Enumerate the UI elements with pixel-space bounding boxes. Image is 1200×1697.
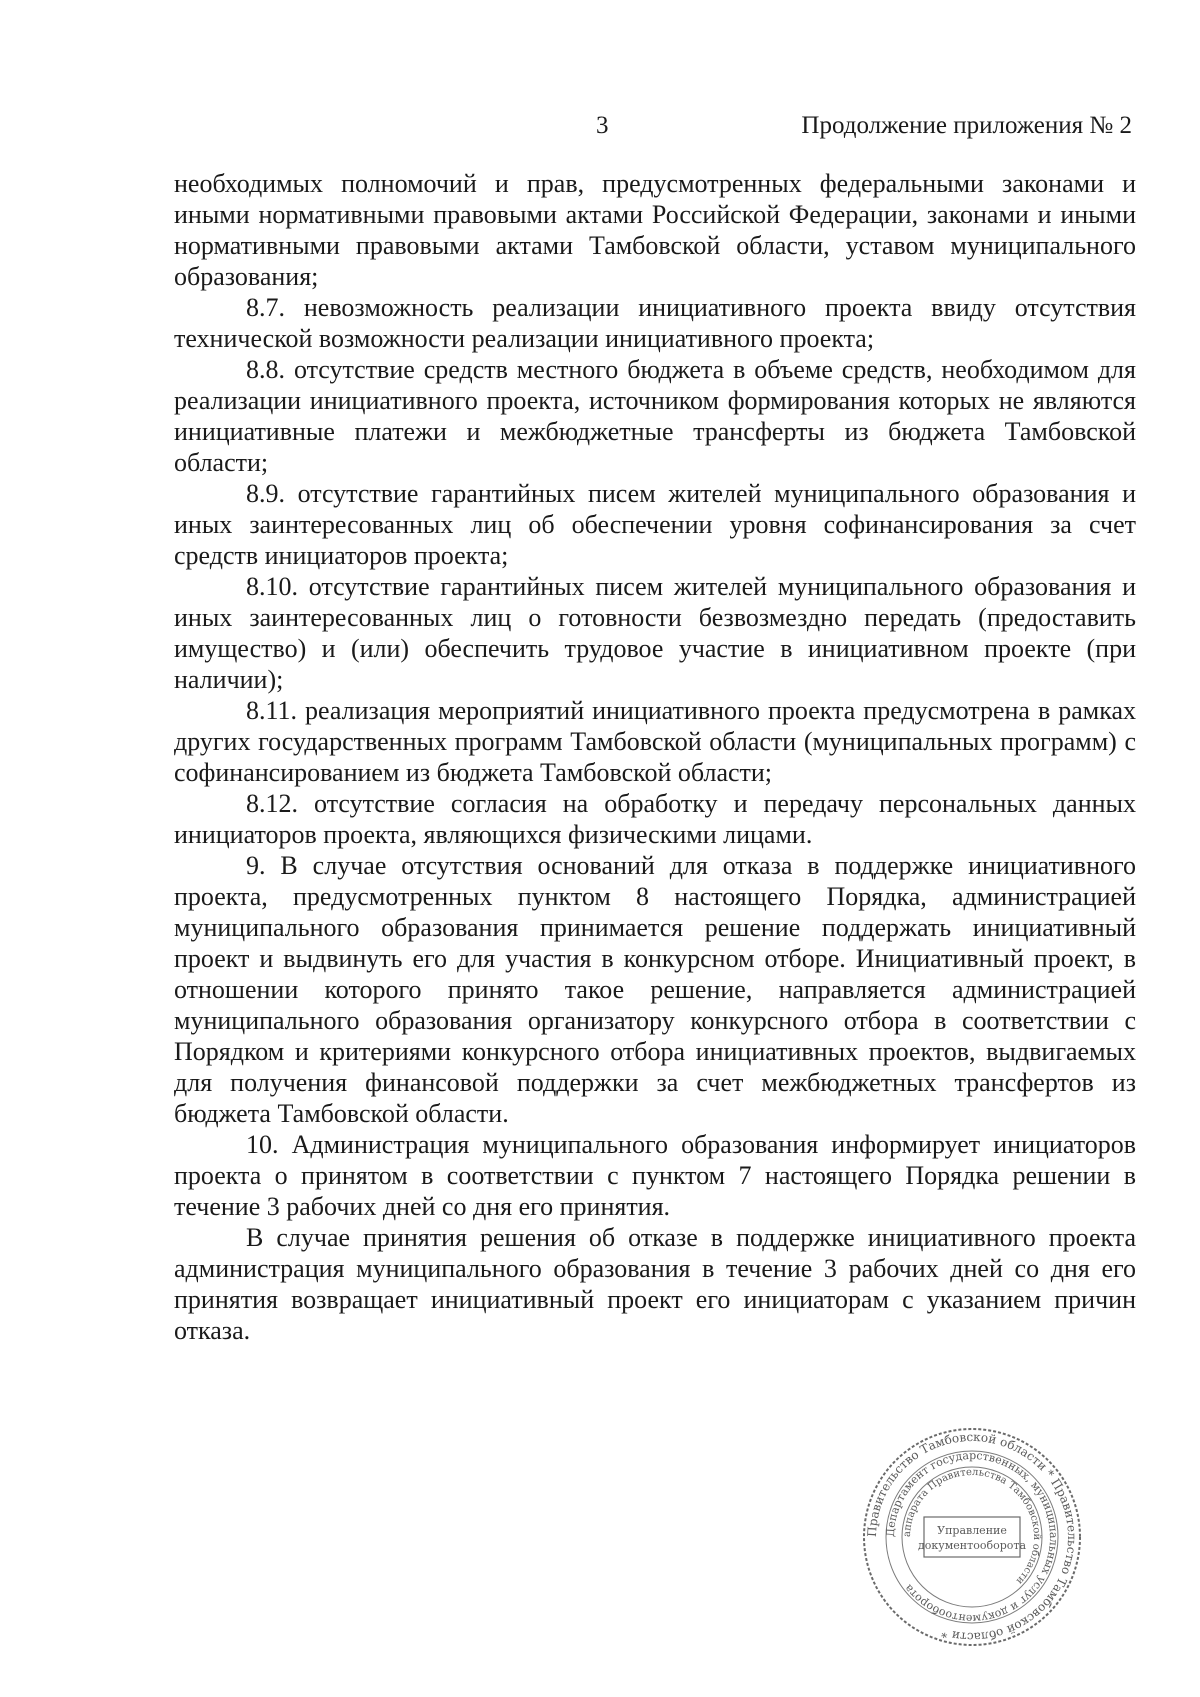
seal-middle-ring-text: Департамент государственных, муниципальных услуг и документооборота — [883, 1448, 1061, 1626]
paragraph-continuation: необходимых полномочий и прав, предусмотренных федеральными законами и иными нормативными правовыми актами Российской Федерации, законами и иными нормативными правовыми актами Тамбовской области, уставом муниципального образования; — [174, 169, 1136, 291]
paragraph-9: 9. В случае отсутствия оснований для отказа в поддержке инициативного проекта, предусмотренных пунктом 8 настоящего Порядка, администрацией муниципального образования принимается решение поддержать инициативный проект и выдвинуть его для участия в конкурсном отборе. Инициативный проект, в отношении которого принято такое решение, направляется администрацией муниципального образования организатору конкурсного отбора в соответствии с Порядком и критериями конкурсного отбора инициативных проектов, выдвигаемых для получения финансовой поддержки за счет межбюджетных трансфертов из бюджета Тамбовской области. — [174, 851, 1136, 1128]
seal-center-line-1: Управление — [937, 1524, 1007, 1537]
appendix-continuation-note: Продолжение приложения № 2 — [801, 112, 1132, 139]
paragraph-8-9: 8.9. отсутствие гарантийных писем жителей муниципального образования и иных заинтересованных лиц об обеспечении уровня софинансирования за счет средств инициаторов проекта; — [174, 479, 1136, 570]
paragraph-refusal: В случае принятия решения об отказе в поддержке инициативного проекта администрация муниципального образования в течение 3 рабочих дней со дня его принятия возвращает инициативный проект его инициаторам с указанием причин отказа. — [174, 1223, 1136, 1345]
document-body — [174, 168, 1136, 1346]
seal-inner-ring-text: аппарата Правительства Тамбовской области — [901, 1466, 1043, 1587]
seal-graphic — [860, 1425, 1084, 1649]
paragraph-8-11: 8.11. реализация мероприятий инициативного проекта предусмотрена в рамках других государственных программ Тамбовской области (муниципальных программ) с софинансированием из бюджета Тамбовской области; — [174, 696, 1136, 787]
page-number: 3 — [596, 112, 609, 139]
seal-center-line-2: документооборота — [917, 1539, 1027, 1552]
seal-outer-ring-text: Правительство Тамбовской области * Правительство Тамбовской области * — [864, 1429, 1080, 1645]
paragraph-8-7: 8.7. невозможность реализации инициативного проекта ввиду отсутствия технической возможности реализации инициативного проекта; — [174, 293, 1136, 353]
paragraph-8-10: 8.10. отсутствие гарантийных писем жителей муниципального образования и иных заинтересованных лиц о готовности безвозмездно передать (предоставить имущество) и (или) обеспечить трудовое участие в инициативном проекте (при наличии); — [174, 572, 1136, 694]
paragraph-8-8: 8.8. отсутствие средств местного бюджета в объеме средств, необходимом для реализации инициативного проекта, источником формирования которых не являются инициативные платежи и межбюджетные трансферты из бюджета Тамбовской области; — [174, 355, 1136, 477]
official-seal-stamp — [860, 1425, 1084, 1649]
paragraph-10: 10. Администрация муниципального образования информирует инициаторов проекта о принятом в соответствии с пунктом 7 настоящего Порядка решении в течение 3 рабочих дней со дня его принятия. — [174, 1130, 1136, 1221]
paragraph-8-12: 8.12. отсутствие согласия на обработку и передачу персональных данных инициаторов проекта, являющихся физическими лицами. — [174, 789, 1136, 849]
